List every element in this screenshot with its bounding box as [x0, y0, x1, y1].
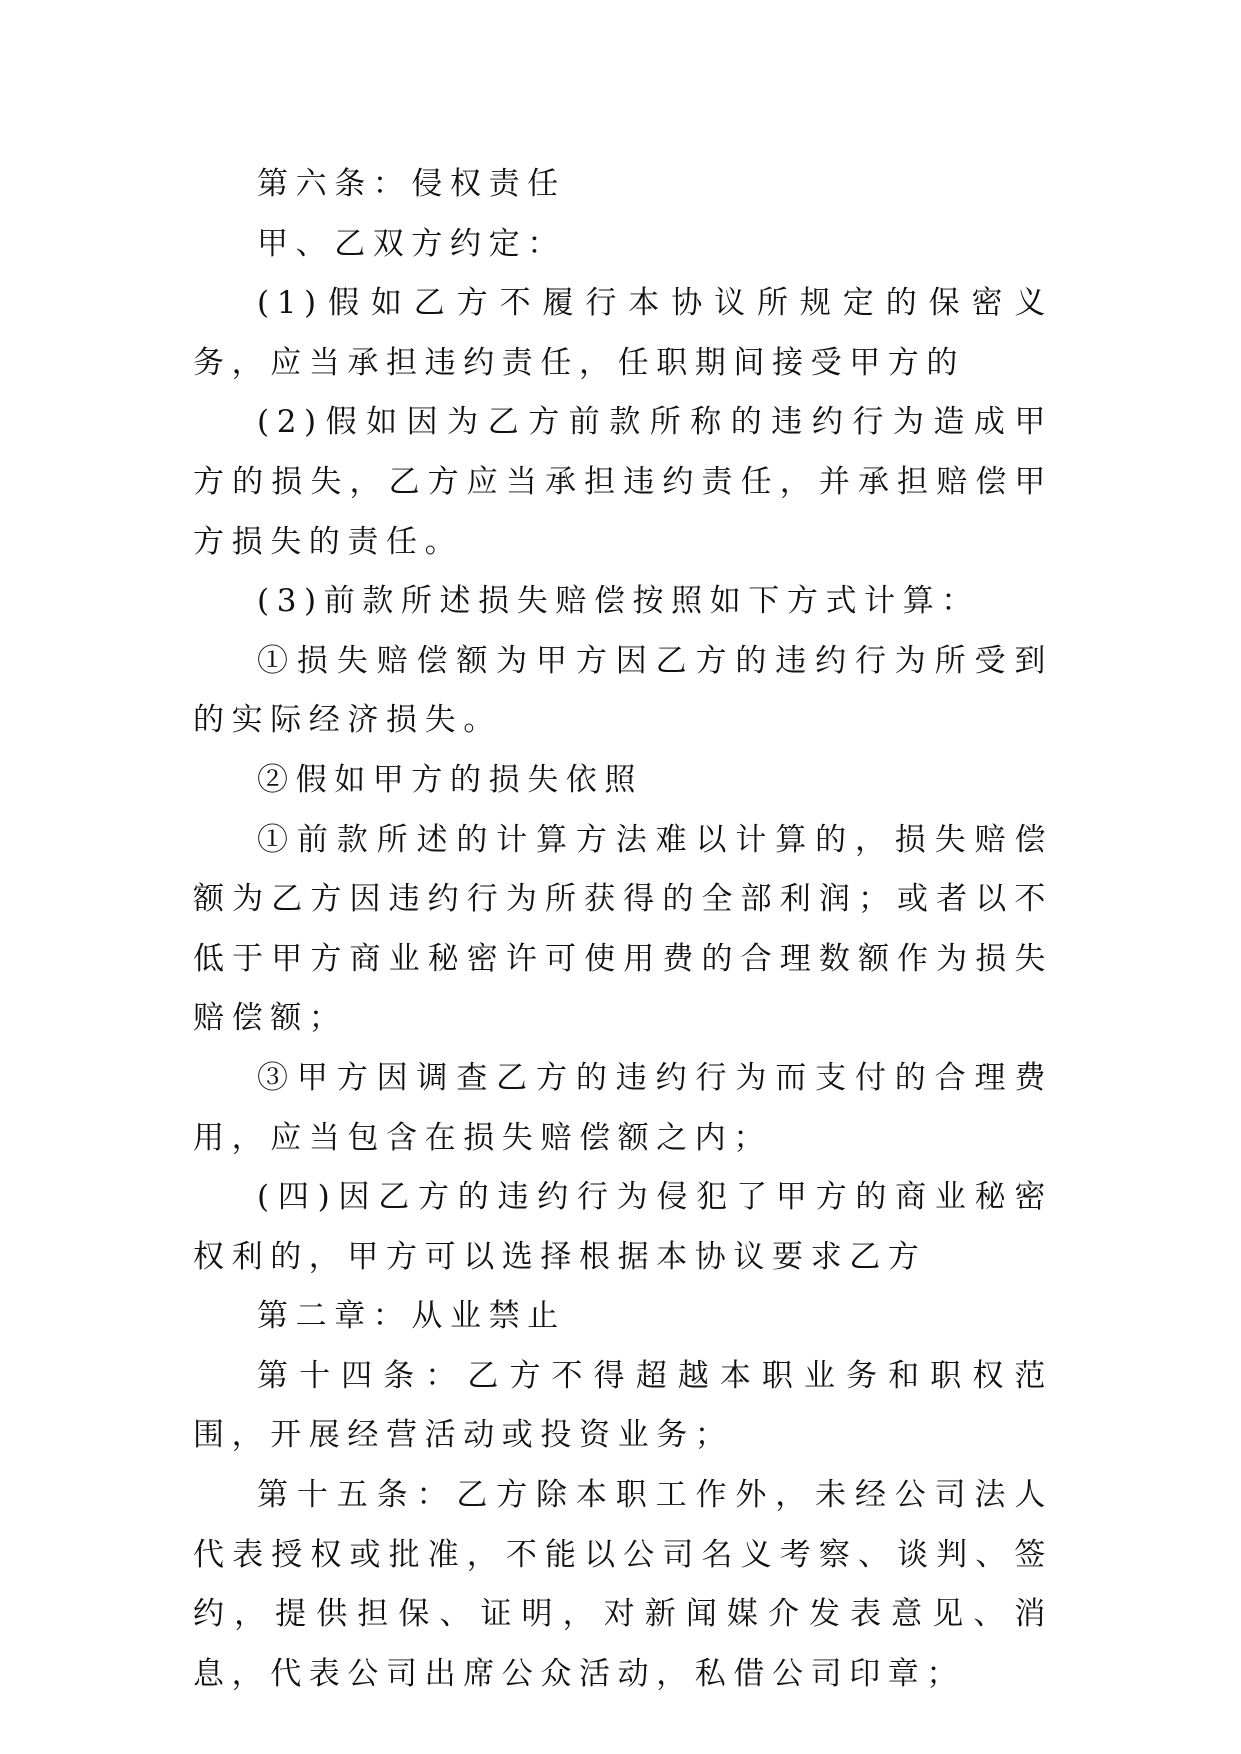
article-15: 第十五条：乙方除本职工作外，未经公司法人代表授权或批准，不能以公司名义考察、谈判、签约，提供担保、证明，对新闻媒介发表意见、消息，代表公司出席公众活动，私借公司印章；: [193, 1477, 1053, 1692]
item-1-actual-loss: ①损失赔偿额为甲方因乙方的违约行为所受到的实际经济损失。: [193, 642, 1053, 739]
item-2-loss-basis: ②假如甲方的损失依照: [257, 761, 643, 798]
article-6-heading: 第六条：侵权责任: [257, 166, 566, 202]
parties-agreement-intro: 甲、乙双方约定：: [257, 225, 566, 262]
clause-1-confidentiality-breach: (1)假如乙方不履行本协议所规定的保密义务，应当承担违约责任，任职期间接受甲方的: [193, 285, 1053, 381]
document-body: [193, 155, 1053, 1704]
clause-4-trade-secret-infringement: (四)因乙方的违约行为侵犯了甲方的商业秘密权利的，甲方可以选择根据本协议要求乙方: [193, 1179, 1053, 1275]
item-3-investigation-costs: ③甲方因调查乙方的违约行为而支付的合理费用，应当包含在损失赔偿额之内；: [193, 1059, 1053, 1156]
item-1-profit-or-license-fee: ①前款所述的计算方法难以计算的，损失赔偿额为乙方因违约行为所获得的全部利润；或者以不低于甲方商业秘密许可使用费的合理数额作为损失赔偿额；: [193, 821, 1053, 1037]
chapter-2-heading: 第二章：从业禁止: [257, 1298, 566, 1335]
clause-2-loss-liability: (2)假如因为乙方前款所称的违约行为造成甲方的损失，乙方应当承担违约责任，并承担赔偿甲方损失的责任。: [193, 404, 1053, 560]
article-14: 第十四条：乙方不得超越本职业务和职权范围，开展经营活动或投资业务；: [193, 1357, 1053, 1454]
clause-3-compensation-calculation: (3)前款所述损失赔偿按照如下方式计算：: [257, 583, 980, 620]
